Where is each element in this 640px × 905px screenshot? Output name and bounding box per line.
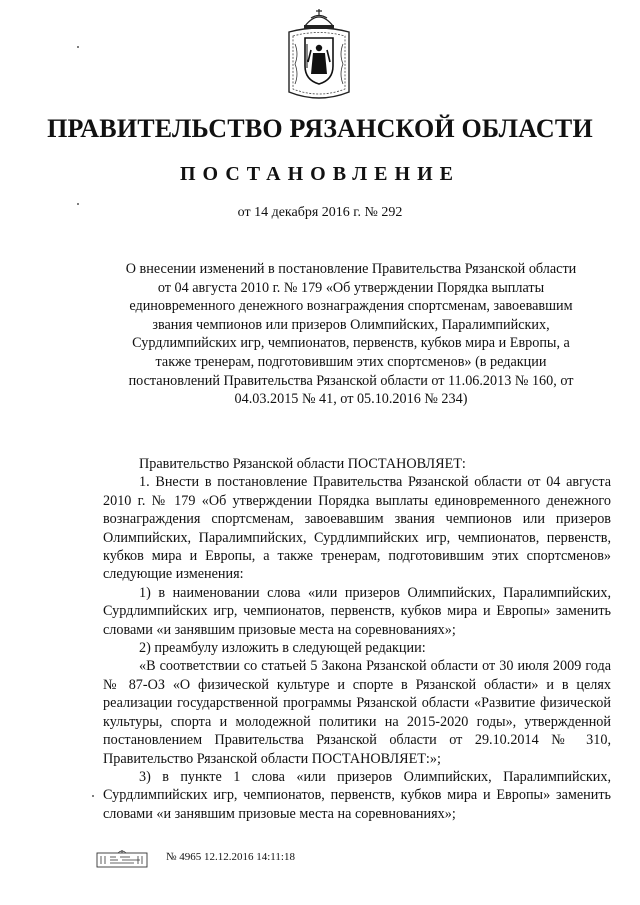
document-date-number: от 14 декабря 2016 г. № 292 [237, 205, 403, 220]
body-paragraph: 2) преамбулу изложить в следующей редакции: [139, 640, 426, 657]
coat-of-arms-icon [283, 4, 355, 104]
government-title: ПРАВИТЕЛЬСТВО РЯЗАНСКОЙ ОБЛАСТИ [47, 114, 593, 143]
scan-speck [77, 46, 79, 48]
footer [96, 849, 396, 871]
document-type: ПОСТАНОВЛЕНИЕ [180, 163, 460, 185]
opening-statement: Правительство Рязанской области ПОСТАНОВЛЯЕТ: [139, 456, 466, 472]
body-paragraph: 3) в пункте 1 слова «или призеров Олимпийских, Паралимпийских, Сурдлимпийских игр, чемпионатов, первенств, кубков мира и Европы» заменить словами «и занявшим призовые места на соревнованиях»; [103, 768, 611, 822]
scan-speck [92, 795, 94, 797]
registration-code: № 4965 12.12.2016 14:11:18 [166, 851, 295, 863]
body-paragraph: 1. Внести в постановление Правительства Рязанской области от 04 августа 2010 г. № 179 «Об утверждении Порядка выплаты единовременного денежного вознаграждения спортсменам, завоевавшим звания чемпионов или призеров Олимпийских, Паралимпийских, Сурдлимпийских игр, чемпионатов, первенств, кубков мира и Европы, а также тренерам, подготовившим этих спортсменов» следующие изменения: [103, 474, 611, 583]
document-subject: О внесении изменений в постановление Правительства Рязанской области от 04 августа 2010 г. № 179 «Об утверждении Порядка выплаты единовременного денежного вознаграждения спортсменам, завоевавшим звания чемпионов или призеров Олимпийских, Паралимпийских, Сурдлимпийских игр, чемпионатов, первенств, кубков мира и Европы, а также тренерам, подготовившим этих спортсменов» (в редакции постановлений Правительства Рязанской области от 11.06.2013 № 160, от 04.03.2015 № 41, от 05.10.2016 № 234) [125, 261, 577, 408]
body-paragraph: 1) в наименовании слова «или призеров Олимпийских, Паралимпийских, Сурдлимпийских игр, чемпионатов, первенств, кубков мира и Европы» заменить словами «и занявшим призовые места на соревнованиях»; [103, 584, 611, 638]
scan-speck [77, 203, 79, 205]
registry-stamp-icon [96, 849, 148, 869]
document-body [103, 455, 611, 823]
body-paragraph: «В соответствии со статьей 5 Закона Рязанской области от 30 июля 2009 года № 87-ОЗ «О физической культуре и спорте в Рязанской области» и в целях реализации государственной программы Рязанской области «Развитие физической культуры, спорта и молодежной политики на 2015-2020 годы», утвержденной постановлением Правительства Рязанской области от 29.10.2014 № 310, Правительство Рязанской области ПОСТАНОВЛЯЕТ:»; [103, 658, 611, 767]
